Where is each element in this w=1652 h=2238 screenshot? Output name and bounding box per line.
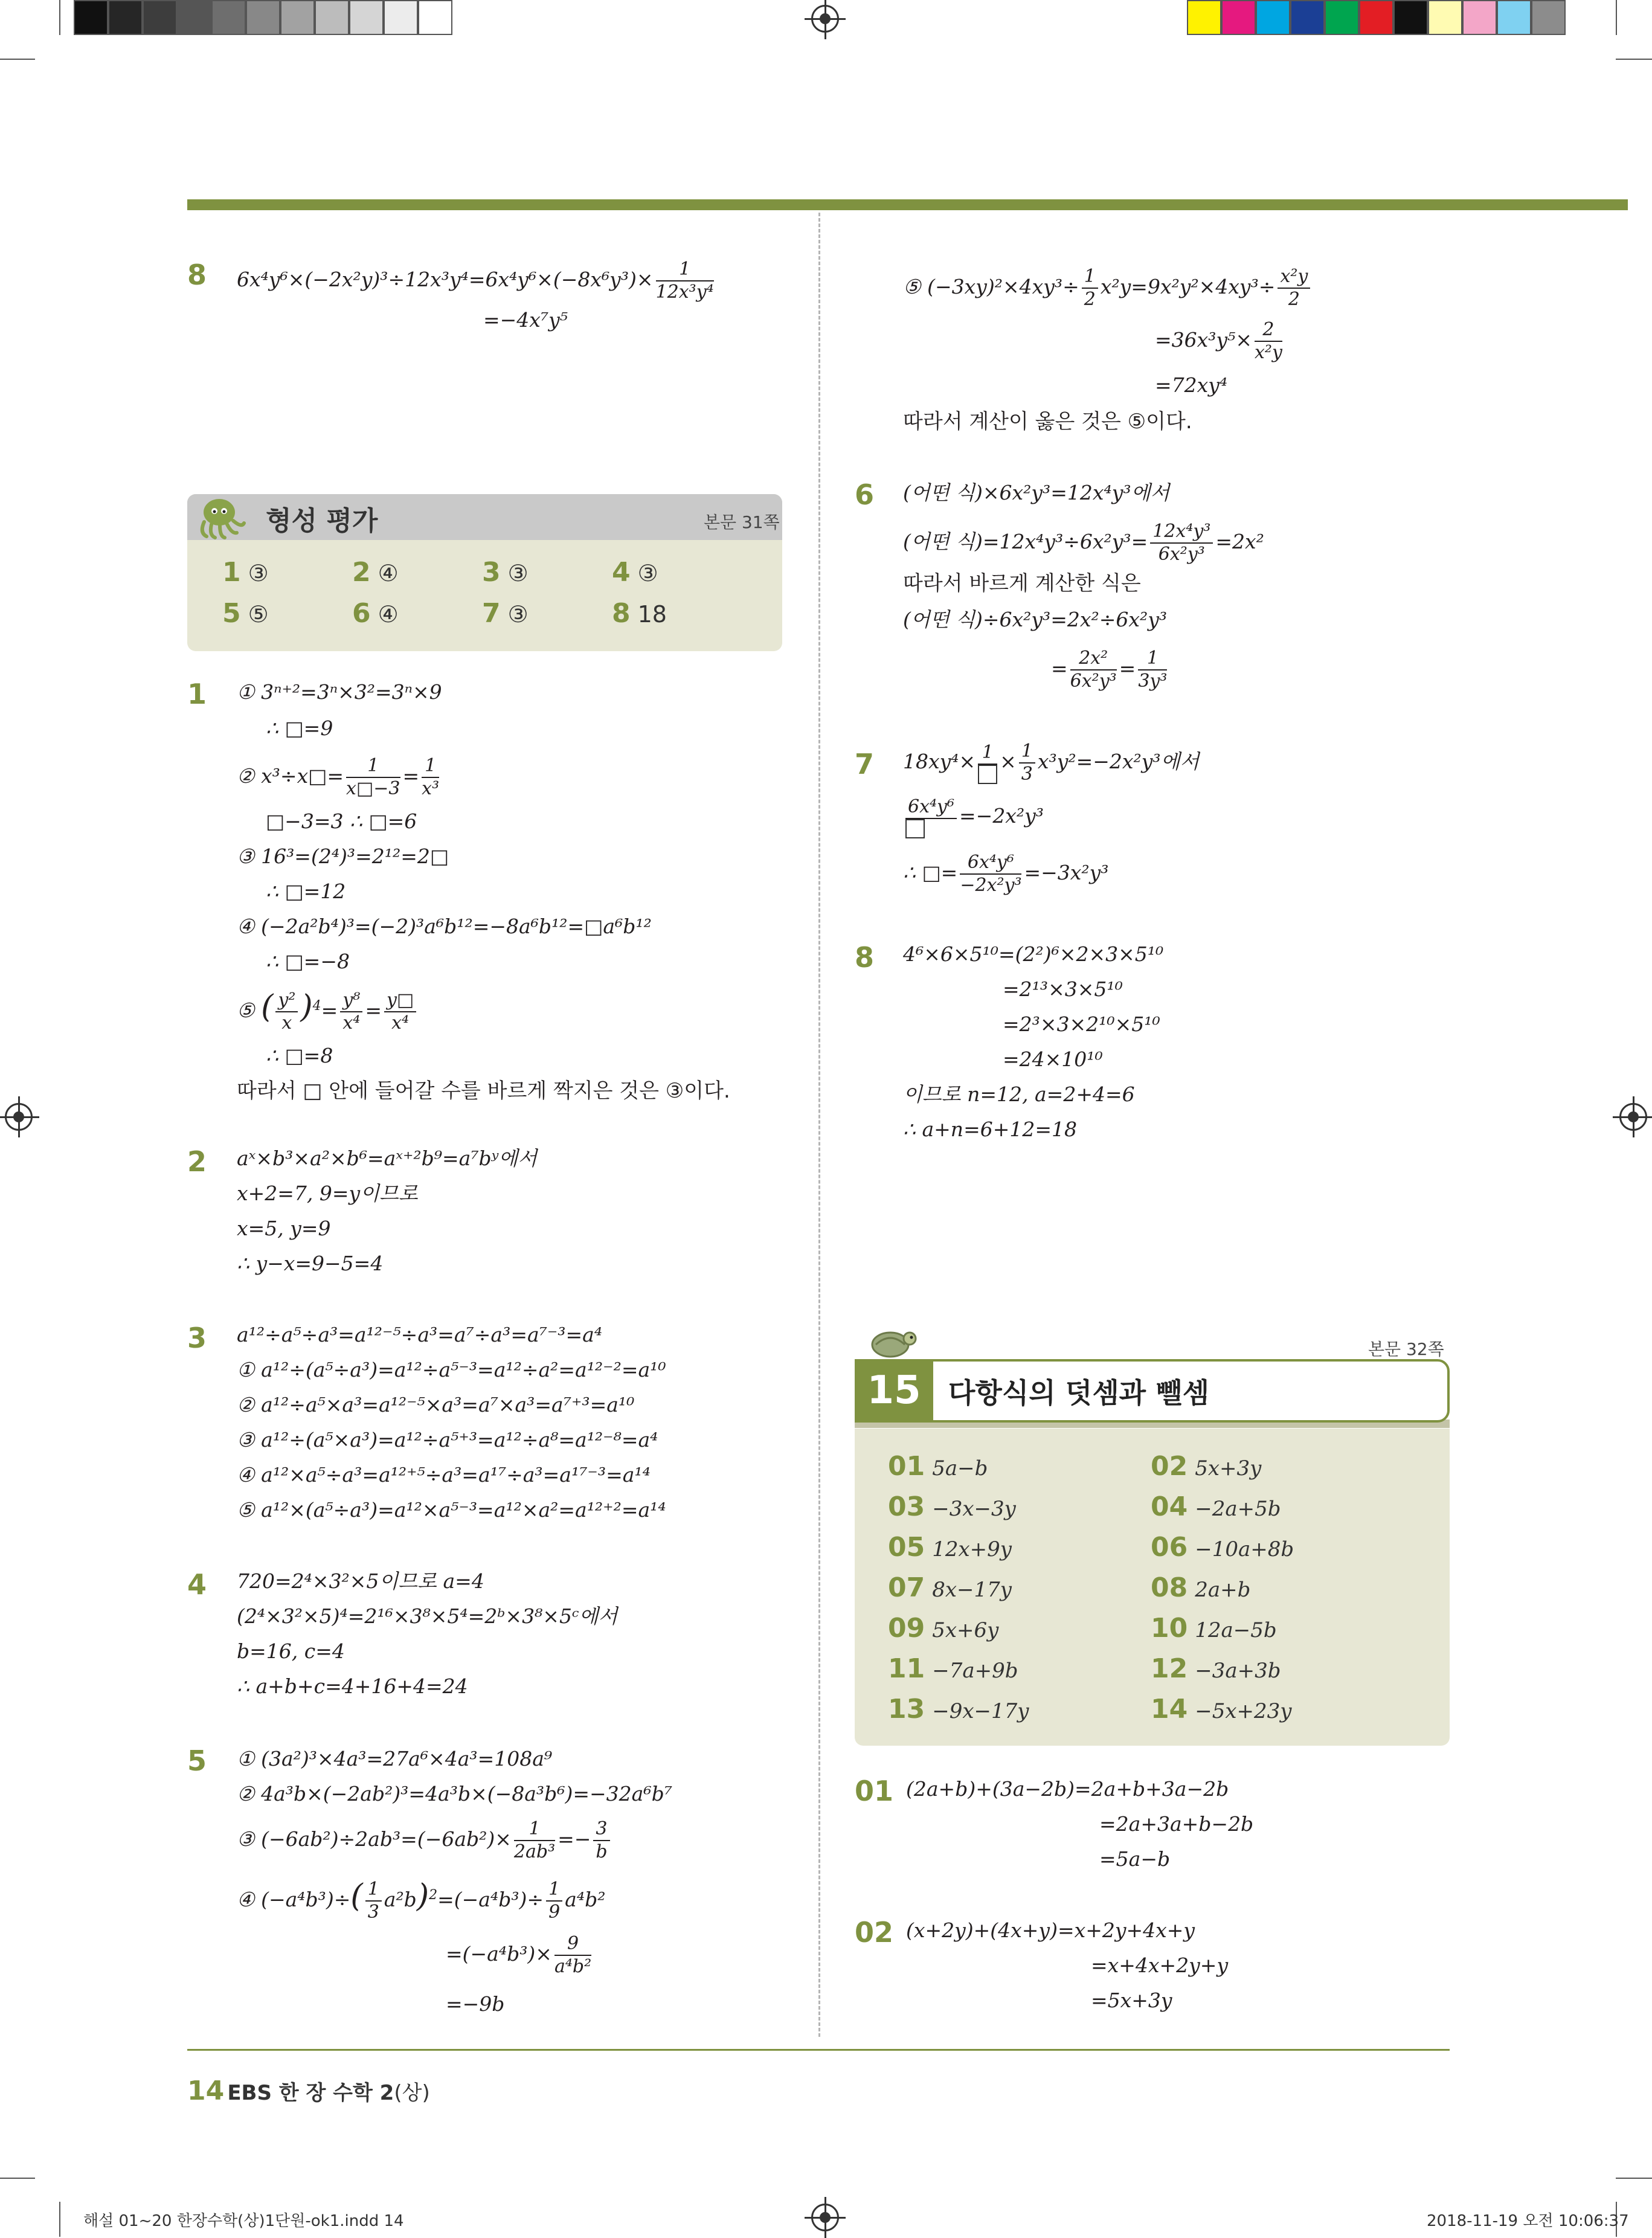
solution-line: ∴ □= $\frac{\text{6x⁴y⁶}}{\text{−2x²y³}}$ =−3x²y³	[903, 852, 1109, 896]
solution-line: ⑤ a¹²×(a⁵÷a³)=a¹²×a⁵⁻³=a¹²×a²=a¹²⁺²=a¹⁴	[237, 1498, 666, 1522]
solution-line: =2¹³×3×5¹⁰	[1003, 977, 1123, 1001]
section-answer-item: 12 −3a+3b	[1151, 1653, 1281, 1684]
solution-line: ① a¹²÷(a⁵÷a³)=a¹²÷a⁵⁻³=a¹²÷a²=a¹²⁻²=a¹⁰	[237, 1358, 666, 1381]
solution-line: 6x⁴y⁶ =−2x²y³	[903, 796, 1044, 838]
problem-number: 01	[855, 1775, 894, 1807]
section-answer-item: 13 −9x−17y	[888, 1694, 1029, 1725]
page-reference: 본문 32쪽	[1368, 1339, 1444, 1359]
color-swatch	[108, 0, 143, 35]
solution-line: =−4x⁷y⁵	[483, 308, 568, 332]
solution-line: ④ a¹²×a⁵÷a³=a¹²⁺⁵÷a³=a¹⁷÷a³=a¹⁷⁻³=a¹⁴	[237, 1463, 651, 1487]
solution-line: 이므로 n=12, a=2+4=6	[903, 1082, 1135, 1106]
registration-mark-icon	[5, 1103, 33, 1131]
assessment-answer-item: 2 ④	[352, 557, 399, 588]
assessment-title: 형성 평가	[266, 506, 378, 536]
color-swatch	[349, 0, 384, 35]
assessment-answer-item: 8 18	[612, 598, 667, 629]
book-title: EBS 한 장 수학 2	[227, 2081, 394, 2105]
octopus-mascot-icon	[192, 494, 246, 542]
assessment-answer-item: 6 ④	[352, 598, 399, 629]
solution-line: x+2=7, 9=y이므로	[237, 1182, 418, 1205]
color-swatch	[1531, 0, 1566, 35]
solution-line: (x+2y)+(4x+y)=x+2y+4x+y	[906, 1918, 1195, 1942]
problem-number: 3	[187, 1322, 207, 1354]
solution-line: b=16, c=4	[237, 1639, 345, 1663]
solution-line: (어떤 식)÷6x²y³=2x²÷6x²y³	[903, 608, 1168, 631]
solution-line: aˣ×b³×a²×b⁶=aˣ⁺²b⁹=a⁷bʸ에서	[237, 1146, 538, 1170]
section-answer-item: 05 12x+9y	[888, 1532, 1012, 1563]
solution-line: ∴ □=−8	[266, 950, 350, 973]
header-rule	[187, 199, 1628, 210]
footer-rule	[187, 2049, 1450, 2051]
crop-mark	[59, 0, 60, 35]
solution-line: =2³×3×2¹⁰×5¹⁰	[1003, 1012, 1160, 1036]
problem-number: 7	[855, 748, 875, 780]
solution-line: ③ 16³=(2⁴)³=2¹²=2□	[237, 844, 449, 868]
page-reference: 본문 31쪽	[704, 512, 780, 532]
problem-number: 2	[187, 1145, 207, 1178]
solution-line: =−9b	[446, 1992, 505, 2016]
registration-mark-icon	[1619, 1103, 1647, 1131]
section-answer-item: 01 5a−b	[888, 1451, 988, 1482]
solution-line: =36x³y⁵× $\frac{2}{\text{x²y}}$	[1155, 319, 1282, 363]
problem-number: 4	[187, 1568, 207, 1601]
solution-line: =x+4x+2y+y	[1091, 1953, 1229, 1977]
solution-line: =(−a⁴b³)× $\frac{9}{\text{a⁴b²}}$	[446, 1933, 592, 1977]
turtle-mascot-icon	[864, 1318, 918, 1362]
assessment-answer-item: 4 ③	[612, 557, 658, 588]
assessment-answer-item: 1 ③	[222, 557, 269, 588]
assessment-answer-item: 3 ③	[482, 557, 529, 588]
solution-line: ③ (−6ab²)÷2ab³=(−6ab²)× $\frac{1}{\text{2ab³}}$ =− $\frac{3}{b}$	[237, 1818, 612, 1863]
color-swatch	[280, 0, 315, 35]
crop-mark	[0, 59, 35, 60]
registration-mark-icon	[811, 2204, 839, 2231]
solution-line: 720=2⁴×3²×5이므로 a=4	[237, 1569, 484, 1593]
color-swatch	[143, 0, 177, 35]
section-answer-item: 07 8x−17y	[888, 1572, 1012, 1603]
color-swatch	[1256, 0, 1290, 35]
crop-mark	[1616, 2178, 1652, 2179]
problem-number: 6	[855, 478, 875, 511]
section-answer-item: 03 −3x−3y	[888, 1491, 1016, 1522]
color-swatch	[384, 0, 418, 35]
color-swatch	[1462, 0, 1497, 35]
file-slug: 해설 01~20 한장수학(상)1단원-ok1.indd 14	[83, 2212, 404, 2230]
page-number: 14	[187, 2076, 225, 2106]
solution-line: □−3=3 ∴ □=6	[266, 809, 417, 833]
solution-line: 18xy⁴× 1 × $\frac{1}{3}$ x³y²=−2x²y³에서	[903, 741, 1200, 785]
section-answer-item: 02 5x+3y	[1151, 1451, 1262, 1482]
solution-line: =24×10¹⁰	[1003, 1047, 1103, 1071]
solution-line: (어떤 식)×6x²y³=12x⁴y³에서	[903, 481, 1170, 504]
column-divider	[818, 213, 820, 2037]
color-swatch	[1221, 0, 1256, 35]
section-number: 15	[855, 1359, 933, 1423]
color-swatch	[1428, 0, 1462, 35]
problem-number: 1	[187, 678, 207, 710]
solution-line: ⑤ ( $\frac{\text{y²}}{x}$ )$^4$= $\frac{\text{y⁸}}{\text{x⁴}}$ = $\frac{y□}{\text{x⁴}}$	[237, 988, 419, 1034]
color-swatch	[177, 0, 211, 35]
solution-line: ⑤ (−3xy)²×4xy³÷ $\frac{1}{2}$ x²y=9x²y²×4xy³÷ $\frac{\text{x²y}}{2}$	[903, 266, 1313, 310]
color-swatch	[315, 0, 349, 35]
color-swatch	[1290, 0, 1325, 35]
solution-line: x=5, y=9	[237, 1217, 331, 1240]
problem-number: 5	[187, 1744, 207, 1777]
color-swatch	[1497, 0, 1531, 35]
solution-line: =2a+3a+b−2b	[1099, 1812, 1254, 1836]
solution-line: ① 3ⁿ⁺²=3ⁿ×3²=3ⁿ×9	[237, 680, 442, 704]
solution-line: ∴ a+b+c=4+16+4=24	[237, 1674, 468, 1698]
solution-line: =72xy⁴	[1155, 373, 1228, 397]
solution-line: ∴ □=12	[266, 879, 346, 903]
solution-line: 따라서 바르게 계산한 식은	[903, 571, 1141, 596]
solution-line: ④ (−a⁴b³)÷( $\frac{1}{3}$ a²b)$^2$=(−a⁴b³)÷ $\frac{1}{9}$ a⁴b²	[237, 1878, 606, 1923]
book-volume: (상)	[394, 2081, 430, 2105]
solution-conclusion: 따라서 계산이 옳은 것은 ⑤이다.	[903, 410, 1192, 434]
problem-number: 8	[187, 259, 207, 291]
section-answer-item: 06 −10a+8b	[1151, 1532, 1294, 1563]
color-swatch	[1187, 0, 1221, 35]
color-swatch	[1393, 0, 1428, 35]
crop-mark	[1616, 0, 1617, 35]
solution-conclusion: 따라서 □ 안에 들어갈 수를 바르게 짝지은 것은 ③이다.	[237, 1079, 730, 1103]
solution-line: ∴ □=9	[266, 716, 333, 740]
color-swatch	[211, 0, 246, 35]
section-answer-item: 11 −7a+9b	[888, 1653, 1018, 1684]
solution-line: 6x⁴y⁶×(−2x²y)³÷12x³y⁴=6x⁴y⁶×(−8x⁶y³)× $\frac{1}{\text{12x³y⁴}}$	[237, 259, 714, 303]
crop-mark	[0, 2178, 35, 2179]
solution-line: ∴ □=8	[266, 1044, 333, 1067]
problem-number: 8	[855, 941, 875, 974]
color-swatch	[246, 0, 280, 35]
registration-mark-icon	[811, 5, 839, 33]
color-swatch	[74, 0, 108, 35]
solution-line: ∴ y−x=9−5=4	[237, 1252, 384, 1275]
color-swatch	[1325, 0, 1359, 35]
section-title: 다항식의 덧셈과 뺄셈	[948, 1377, 1209, 1409]
solution-line: ② a¹²÷a⁵×a³=a¹²⁻⁵×a³=a⁷×a³=a⁷⁺³=a¹⁰	[237, 1393, 635, 1416]
date-slug: 2018-11-19 오전 10:06:37	[1427, 2212, 1629, 2230]
solution-line: (2a+b)+(3a−2b)=2a+b+3a−2b	[906, 1777, 1229, 1801]
color-swatch	[418, 0, 452, 35]
section-answer-item: 14 −5x+23y	[1151, 1694, 1292, 1725]
section-answer-item: 09 5x+6y	[888, 1613, 999, 1644]
section-answer-item: 10 12a−5b	[1151, 1613, 1277, 1644]
solution-line: ④ (−2a²b⁴)³=(−2)³a⁶b¹²=−8a⁶b¹²=□a⁶b¹²	[237, 915, 652, 938]
solution-line: ∴ a+n=6+12=18	[903, 1117, 1077, 1141]
assessment-answer-item: 5 ⑤	[222, 598, 269, 629]
solution-line: ③ a¹²÷(a⁵×a³)=a¹²÷a⁵⁺³=a¹²÷a⁸=a¹²⁻⁸=a⁴	[237, 1428, 658, 1452]
solution-line: (2⁴×3²×5)⁴=2¹⁶×3⁸×5⁴=2ᵇ×3⁸×5ᶜ에서	[237, 1604, 618, 1628]
section-answer-item: 08 2a+b	[1151, 1572, 1251, 1603]
solution-line: =5x+3y	[1091, 1989, 1172, 2012]
solution-line: = $\frac{\text{2x²}}{\text{6x²y³}}$ = $\frac{1}{\text{3y³}}$	[1051, 648, 1168, 692]
solution-line: =5a−b	[1099, 1847, 1171, 1871]
solution-line: ② x³÷x□= $\frac{1}{x□-3}$ = $\frac{1}{\text{x³}}$	[237, 755, 440, 799]
page-footer	[187, 2076, 430, 2106]
solution-line: ② 4a³b×(−2ab²)³=4a³b×(−8a³b⁶)=−32a⁶b⁷	[237, 1782, 672, 1806]
section-answer-item: 04 −2a+5b	[1151, 1491, 1281, 1522]
assessment-answer-item: 7 ③	[482, 598, 529, 629]
crop-mark	[1616, 59, 1652, 60]
solution-line: a¹²÷a⁵÷a³=a¹²⁻⁵÷a³=a⁷÷a³=a⁷⁻³=a⁴	[237, 1323, 603, 1346]
crop-mark	[59, 2202, 60, 2237]
solution-line: 4⁶×6×5¹⁰=(2²)⁶×2×3×5¹⁰	[903, 942, 1164, 966]
problem-number: 02	[855, 1916, 894, 1949]
solution-line: (어떤 식)=12x⁴y³÷6x²y³= $\frac{\text{12x⁴y³}}{\text{6x²y³}}$ =2x²	[903, 521, 1264, 565]
color-swatch	[1359, 0, 1393, 35]
solution-line: ① (3a²)³×4a³=27a⁶×4a³=108a⁹	[237, 1747, 553, 1770]
